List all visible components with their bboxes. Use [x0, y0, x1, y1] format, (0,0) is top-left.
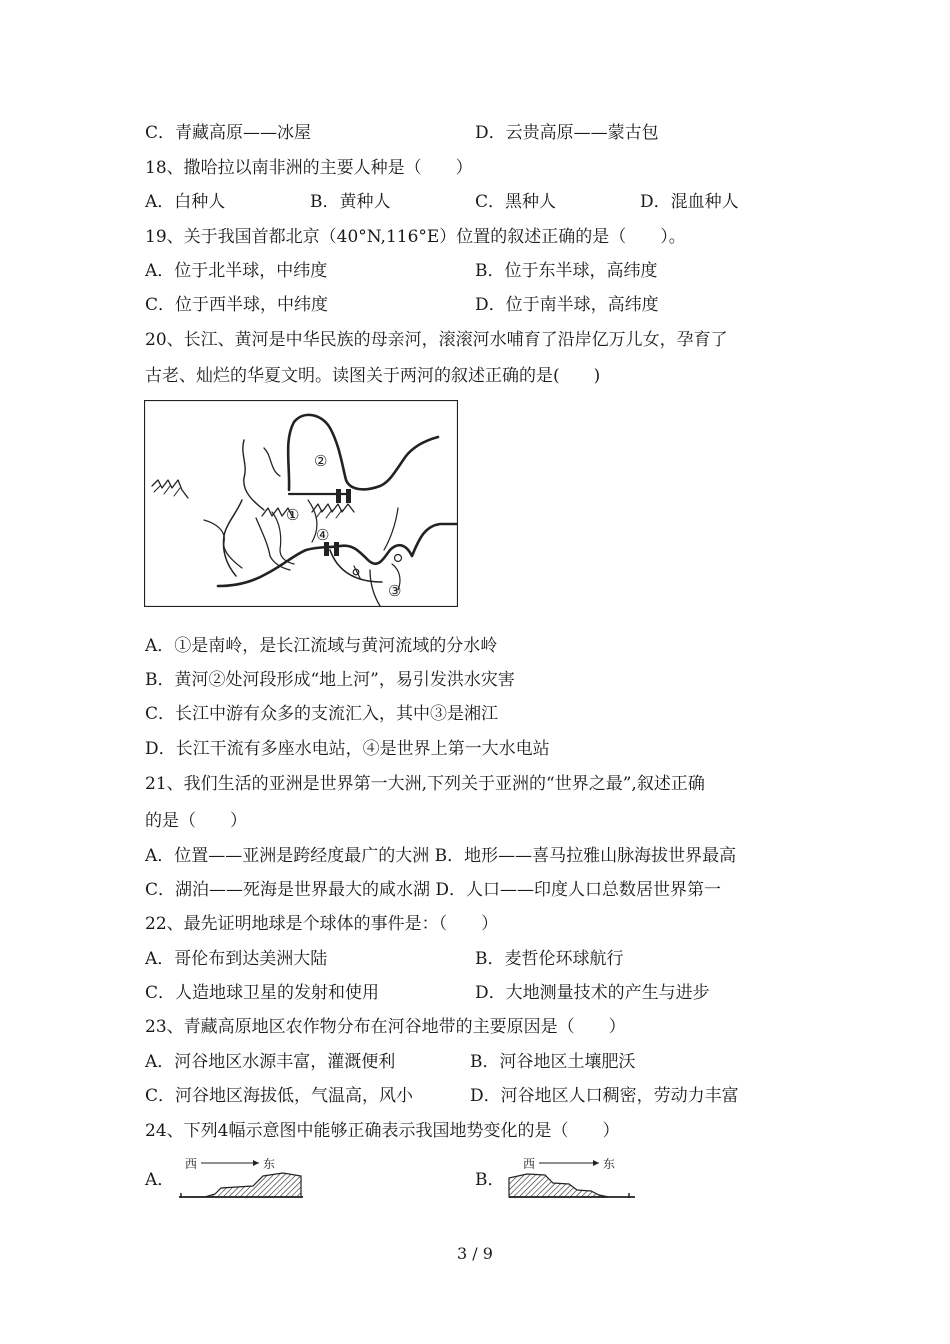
q19-option-b: B．位于东半球，高纬度: [475, 261, 658, 281]
q22-option-d: D．大地测量技术的产生与进步: [475, 983, 710, 1003]
q22-option-c: C．人造地球卫星的发射和使用: [145, 983, 380, 1003]
q23-option-c: C．河谷地区海拔低，气温高，风小: [145, 1086, 414, 1106]
profile-b-east: 东: [603, 1157, 616, 1171]
profile-b-terrain: [509, 1174, 609, 1197]
q18-option-b: B．黄种人: [310, 192, 391, 212]
q20-option-d: D．长江干流有多座水电站，④是世界上第一大水电站: [145, 739, 550, 759]
q19-option-d: D．位于南半球，高纬度: [475, 295, 659, 315]
q21-options-ab: A．位置——亚洲是跨经度最广的大洲 B．地形——喜马拉雅山脉海拔世界最高: [145, 846, 737, 866]
q22-option-a: A．哥伦布到达美洲大陆: [145, 949, 328, 969]
q24-option-a-label: A．: [145, 1170, 175, 1190]
q24-profile-b: [505, 1154, 640, 1204]
q19-stem: 19、关于我国首都北京（40°N,116°E）位置的叙述正确的是（ ）。: [145, 227, 686, 247]
q23-option-a: A．河谷地区水源丰富，灌溉便利: [145, 1052, 396, 1072]
q21-stem-line1: 21、我们生活的亚洲是世界第一大洲,下列关于亚洲的“世界之最”,叙述正确: [145, 774, 705, 794]
q24-stem: 24、下列4幅示意图中能够正确表示我国地势变化的是（ ）: [145, 1121, 620, 1141]
q20-stem-line1: 20、长江、黄河是中华民族的母亲河，滚滚河水哺育了沿岸亿万儿女，孕育了: [145, 330, 728, 350]
q20-stem-line2: 古老、灿烂的华夏文明。读图关于两河的叙述正确的是( ): [145, 366, 601, 386]
map-label-2: ②: [314, 452, 328, 470]
q20-option-b: B．黄河②处河段形成“地上河”，易引发洪水灾害: [145, 670, 515, 690]
q18-option-a: A．白种人: [145, 192, 226, 212]
map-label-4: ④: [316, 526, 330, 544]
q23-option-d: D．河谷地区人口稠密，劳动力丰富: [470, 1086, 739, 1106]
q23-option-b: B．河谷地区土壤肥沃: [470, 1052, 636, 1072]
q20-option-c: C．长江中游有众多的支流汇入，其中③是湘江: [145, 704, 499, 724]
profile-b-west: 西: [523, 1157, 536, 1171]
q18-option-d: D．混血种人: [640, 192, 739, 212]
q18-stem: 18、撒哈拉以南非洲的主要人种是（ ）: [145, 158, 473, 178]
q23-stem: 23、青藏高原地区农作物分布在河谷地带的主要原因是（ ）: [145, 1017, 626, 1037]
profile-a-east: 东: [263, 1157, 276, 1171]
q19-option-c: C．位于西半球，中纬度: [145, 295, 329, 315]
q21-stem-line2: 的是（ ）: [145, 811, 247, 831]
q17-option-d: D．云贵高原——蒙古包: [475, 123, 659, 143]
q24-option-b-label: B．: [475, 1170, 505, 1190]
q24-profile-a: [175, 1154, 310, 1204]
q22-option-b: B．麦哲伦环球航行: [475, 949, 624, 969]
rivers-map: [144, 400, 458, 607]
q17-option-c: C．青藏高原——冰屋: [145, 123, 312, 143]
q22-stem: 22、最先证明地球是个球体的事件是：（ ）: [145, 914, 499, 934]
profile-a-west: 西: [185, 1157, 198, 1171]
map-label-1: ①: [286, 506, 300, 524]
profile-a-terrain: [185, 1173, 301, 1197]
q20-option-a: A．①是南岭，是长江流域与黄河流域的分水岭: [145, 636, 498, 656]
yellow-river: [288, 415, 438, 490]
page-number: 3 / 9: [457, 1244, 493, 1263]
map-label-3: ③: [388, 582, 402, 600]
map-frame: [145, 401, 458, 607]
q18-option-c: C．黑种人: [475, 192, 557, 212]
q21-options-cd: C．湖泊——死海是世界最大的咸水湖 D．人口——印度人口总数居世界第一: [145, 880, 722, 900]
q19-option-a: A．位于北半球，中纬度: [145, 261, 328, 281]
